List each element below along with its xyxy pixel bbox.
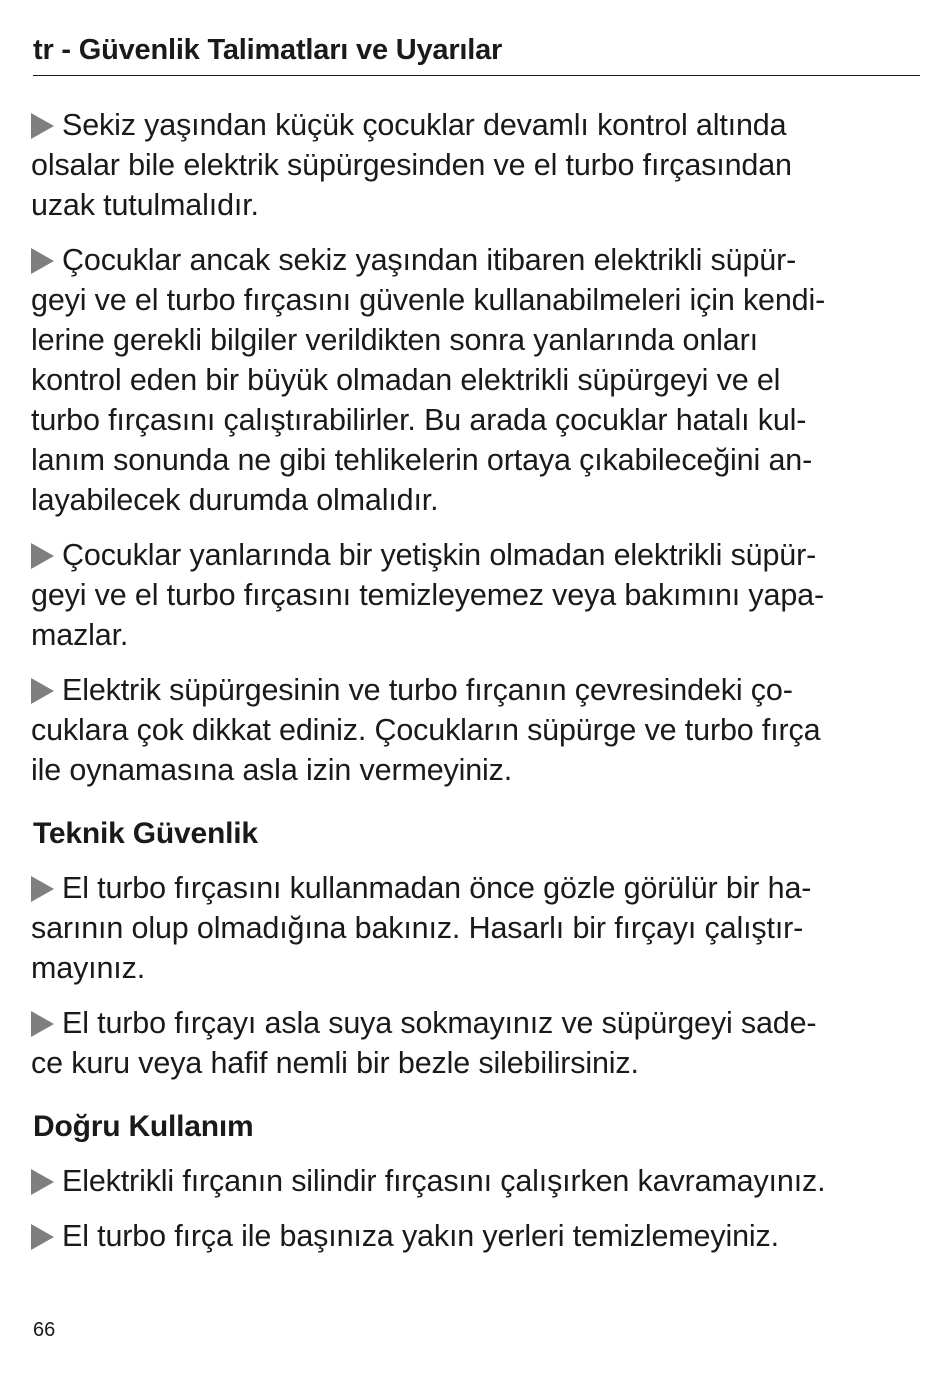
paragraph-line: Elektrik süpürgesinin ve turbo fırçanın çevresindeki ço-	[62, 673, 793, 707]
paragraph-line: El turbo fırça ile başınıza yakın yerleri temizlemeyiniz.	[62, 1219, 779, 1253]
safety-paragraph	[31, 670, 923, 790]
paragraph-line: Çocuklar ancak sekiz yaşından itibaren elektrikli süpür-	[62, 243, 797, 277]
safety-paragraph	[31, 240, 923, 520]
page-header	[33, 26, 920, 76]
section-technical-safety	[31, 814, 923, 1083]
paragraph-line: lerine gerekli bilgiler verildikten sonra yanlarında onları	[31, 323, 758, 357]
section-correct-use	[31, 1107, 923, 1256]
page-number: 66	[33, 1319, 56, 1341]
paragraph-line: El turbo fırçayı asla suya sokmayınız ve süpürgeyi sade-	[62, 1006, 817, 1040]
paragraph-line: ce kuru veya hafif nemli bir bezle silebilirsiniz.	[31, 1046, 639, 1080]
section-heading: Teknik Güvenlik	[33, 817, 258, 850]
paragraph-line: Elektrikli fırçanın silindir fırçasını çalışırken kavramayınız.	[62, 1164, 826, 1198]
triangle-bullet-icon	[31, 1011, 54, 1037]
paragraph-line: kontrol eden bir büyük olmadan elektrikli süpürgeyi ve el	[31, 363, 781, 397]
safety-paragraph	[31, 1216, 923, 1256]
triangle-bullet-icon	[31, 1169, 54, 1195]
safety-paragraph	[31, 1161, 923, 1201]
paragraph-line: Çocuklar yanlarında bir yetişkin olmadan elektrikli süpür-	[62, 538, 817, 572]
triangle-bullet-icon	[31, 1224, 54, 1250]
document-body	[31, 105, 923, 1271]
triangle-bullet-icon	[31, 543, 54, 569]
section-children-safety	[31, 105, 923, 790]
paragraph-line: ile oynamasına asla izin vermeyiniz.	[31, 753, 513, 787]
section-heading: Doğru Kullanım	[33, 1110, 254, 1143]
paragraph-line: geyi ve el turbo fırçasını temizleyemez veya bakımını yapa-	[31, 578, 824, 612]
safety-paragraph	[31, 1003, 923, 1083]
triangle-bullet-icon	[31, 678, 54, 704]
paragraph-line: mayınız.	[31, 951, 146, 985]
paragraph-line: uzak tutulmalıdır.	[31, 188, 259, 222]
triangle-bullet-icon	[31, 876, 54, 902]
paragraph-line: layabilecek durumda olmalıdır.	[31, 483, 439, 517]
safety-paragraph	[31, 868, 923, 988]
triangle-bullet-icon	[31, 113, 54, 139]
paragraph-line: lanım sonunda ne gibi tehlikelerin ortaya çıkabileceğini an-	[31, 443, 813, 477]
paragraph-line: olsalar bile elektrik süpürgesinden ve el turbo fırçasından	[31, 148, 792, 182]
paragraph-line: geyi ve el turbo fırçasını güvenle kullanabilmeleri için kendi-	[31, 283, 826, 317]
paragraph-line: El turbo fırçasını kullanmadan önce gözle görülür bir ha-	[62, 871, 812, 905]
paragraph-line: turbo fırçasını çalıştırabilirler. Bu arada çocuklar hatalı kul-	[31, 403, 807, 437]
paragraph-line: mazlar.	[31, 618, 129, 652]
page-title: tr - Güvenlik Talimatları ve Uyarılar	[33, 34, 503, 66]
paragraph-line: sarının olup olmadığına bakınız. Hasarlı bir fırçayı çalıştır-	[31, 911, 804, 945]
paragraph-line: cuklara çok dikkat ediniz. Çocukların süpürge ve turbo fırça	[31, 713, 821, 747]
safety-paragraph	[31, 535, 923, 655]
triangle-bullet-icon	[31, 248, 54, 274]
paragraph-line: Sekiz yaşından küçük çocuklar devamlı kontrol altında	[62, 108, 787, 142]
safety-paragraph	[31, 105, 923, 225]
